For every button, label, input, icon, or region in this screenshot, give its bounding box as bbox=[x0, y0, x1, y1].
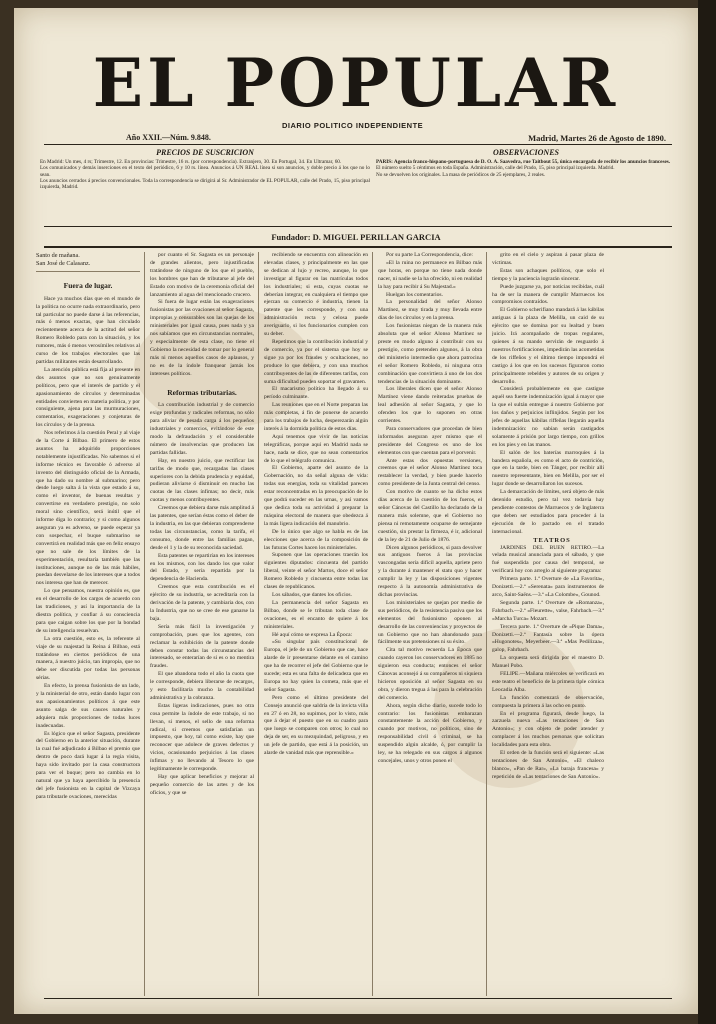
teatros-paragraph: El orden de la función será el siguiente: «Las tentaciones de San Antonio», «El chaleco blanco», «Pan de Rar», «La baraja francesa» y repetición de «Las tentaciones de San Antonio». bbox=[492, 750, 604, 780]
issue-date: Madrid, Martes 26 de Agosto de 1890. bbox=[528, 133, 666, 143]
col2-paragraph: Hay que aplicar beneficios y mejorar al pequeño comercio de las artes y de los oficios, y que se bbox=[150, 774, 254, 796]
col4-paragraph: Con motivo de cuanto se ha dicho estos días acerca de la cuestión de los fueros, el señor Cánovas del Castillo ha declarado de la manera más solemne, que el Gobierno no piensa ni remotamente ocuparse de semejante cuestión, sin prestar la firmeza, é ir, adicional de la ley de 21 de Julio de 1876. bbox=[378, 489, 482, 543]
observations-line-2: El número suelto 5 céntimos en toda España. Administración, calle del Prado, 15, piso principal izquierda. Madrid. bbox=[376, 165, 615, 172]
col2-paragraph: Esta patentes se repartirían en los intereses en los mismos, con los dando los que valor del Estado, y sería repartida por la dependencia de Hacienda. bbox=[150, 552, 254, 583]
teatros-paragraph: En el programa figurará, desde luego, la zarzuela nueva «Las tentaciones de San Antonio»; y con objeto de poder atender y complacer á los muchos personas que solicitan localidades para esta obra. bbox=[492, 710, 604, 749]
newspaper-page bbox=[14, 8, 698, 1014]
column-4 bbox=[378, 252, 482, 994]
article-heading-reformas: Reformas tributarias. bbox=[167, 387, 237, 397]
col4-paragraph: Dicen algunos periódicos, si para devolver sus antiguos fueros á las provincias vascongadas sería difícil aquella, apriete pero y la durante á mantener el statu quo y hacer cumplir la ley y las disposiciones vigentes respecto á la autonomía administrativa de dichas provincias. bbox=[378, 544, 482, 598]
col3-paragraph: Aquí tenemos que vivir de las noticias telegráficas, porque aquí en Madrid nada se hace, nada se dice, que no sean comentarios de lo que el telégrafo comunica. bbox=[264, 433, 368, 464]
col3-paragraph: Los sábados, que dantes los oficios. bbox=[272, 591, 353, 598]
col4-paragraph: Cita tal motivo recuerda La Época que cuando cayeron los conservadores en 1885 no siguieron esa conducta; entonces el señor Cánovas aconsejó á su compañeros ni siquiera hicieron oposición al señor Sagasta en su obra, y dieron tregua á las para la celebración del comercio. bbox=[378, 647, 482, 701]
col4-paragraph: Los fusionistas niegan de la manera más absoluta que el señor Alonso Martínez se preste en modo alguno á contribuir con su prestigio, como pretenden algunos, á la obra del ministerio intermedio que ahora patrocina el señor Romero Robledo, ni ninguna otra combinación que convirtiera á uno de los dos tendencias de la situación dominante. bbox=[378, 323, 482, 385]
observations-line-1: PARIS: Agencia franco-hispano-portuguesa de D. O. A. Saavedra, rue Taitbout 55, única encargada de recibir los anuncios franceses. bbox=[376, 159, 671, 165]
col1-paragraph: Hace ya muchos días que en el mundo de la política no ocurre nada extraordinario, pero tal particular no puede darse á las referencias, más ó menos exactas, que han circulado recientemente acerca de la actitud del señor Romero Robledo para con la situación, y los rumores, más ó menos verosímiles relativos al curso de los trabajos electorales que las partidas militantes están desarrollando. bbox=[36, 295, 140, 365]
col1-paragraph: La otra cuestión, esto es, la referente al viaje de su majestad la Reina á Bilbao, está tratándose en ciertos periódicos de una manera, á nuestro juicio, tan impropia, que no debe ser discutida por todas las personas sérias. bbox=[36, 635, 140, 682]
teatros-heading: TEATROS bbox=[533, 536, 571, 544]
col4-paragraph: Los liberales dicen que el señor Alonso Martínez viene dando reiteradas pruebas de leal adhesión al señor Sagasta, y que lo ofenden los que lo suponen en otras corrientes. bbox=[378, 386, 482, 425]
col4-paragraph: Para conservadores que procedan de bien informados aseguran ayer mismo que el presidente del Congreso es uno de los elementos con que cuentan para el porvenir. bbox=[378, 425, 482, 456]
saint-notice bbox=[36, 252, 140, 272]
col4-paragraph: Huelgan los comentarios. bbox=[386, 291, 444, 298]
col2-paragraph: Si fuera de lugar están las exageraciones fusionistas por las ovaciones al señor Sagasta, impropias y censurables son las quejas de los ministeriales por igual causa, pues nada y ya nos sabíamos que en circunstancias normales, y especialmente de esta clase, no tiene el Gobierno la necesidad de tomar por lo general más ni menos aquellos casos de aplausos, y no es de la índole franquear jamás los intereses políticos. bbox=[150, 299, 254, 377]
founder-line: Fundador: D. MIGUEL PERILLAN GARCIA bbox=[271, 232, 441, 242]
observations-title: OBSERVACIONES bbox=[493, 148, 559, 157]
col2-paragraph: Creemos que debiera darse más amplitud á las patentes, que serían éstas como el deber de la industria, en las que debieran comprenderse todas las circunstancias, como la tarifa, el consumo, donde entre las familias pagan, desde el 1 y la de su reconocida saciedad. bbox=[150, 505, 254, 551]
masthead-title: EL POPULAR bbox=[92, 44, 620, 122]
col5-paragraph: El Gobierno scherifiano mandará á las kábilas antiguas á la plaza de Melilla, un caid de su ejército que se domina por su lealtad y buen juicio. Irá acompañado de tropas regulares, quienes á su mando servirán de resguardo á nuestros fortificaciones, impedirán las acometidas de los riffeños y el último tiempo impondrá el castigo á los que en los sucesos figuraron como principalmente rebeldes y autores de su origen y desarrollo. bbox=[492, 307, 604, 385]
col4-paragraph: Los ministeriales se quejan por medio de sus periódicos, de la resistencia pasiva que los elementos del fusionismo oponen al desarrollo de las conveniencias y proyectos de un Gobierno que no han abandonado para fácilmente sus pretensiones ni su éxito. bbox=[378, 599, 482, 646]
column-3 bbox=[264, 252, 368, 994]
col4-paragraph: «El la ruina no permanece en Bilbao más que horas, en porque no tiene nada donde nacer, ni nadie se la ha ofrecido, ni en realidad la hay para recibir á Su Majestad.» bbox=[378, 259, 482, 290]
article-heading-fuera-de-lugar: Fuera de lugar. bbox=[63, 280, 113, 290]
teatros-paragraph: Tercera parte. 1.ª Overture de «Pique Dama», Donizetti.—2.ª Fantasía sobre la ópera «Hugonotes», Meyerbeer.—3.ª «Mas Pedilizaa», galop, Fahrbach. bbox=[492, 623, 604, 654]
subscription-title: PRECIOS DE SUSCRICION bbox=[156, 148, 254, 157]
col1-paragraph: En efecto, la prensa fusionista de un lado, y la ministerial de otro, están dando lugar con sus apasionamientos políticos á que este asunto salga de sus cauces naturales y adquiera más proporciones de todas luces inadecuadas. bbox=[36, 683, 140, 729]
col3-paragraph: recibiendo se encuentra con alineación en elevadas clases, y principalmente en las que se dedican al lujo y recreo, aunque, lo que investigar al figurar en las matrículas todos los industriales; si esta, cuyas cuotas se deberían integrar, en cualquiera el tiempo que ejerzan su comercio é industria, tienen la patente que les corresponde, y con una administración recta y celosa puede averiguarlo, si los funcionarios cumplen con su deber. bbox=[264, 252, 368, 338]
col5-paragraph: Puede juzgarse ya, por noticias recibidas, cuál ha de ser la manera de cumplir Marruecos los compromisos contraídos. bbox=[492, 283, 604, 306]
col1-paragraph: Es lógico que el señor Sagasta, presidente del Gobierno en la anterior situación, durante la cual fué adjudicado á Bilbao el premio que dentro de poco dará lugar á la regia visita, haya sido invitado por la casa constructora para ver el buque; pero no cambia en lo natural que ya haya apercibido la presencia del jefe fusionista en la capital de Vizcaya para tributarle ovaciones, merecidas bbox=[36, 730, 140, 800]
subscription-line-3: Los anuncios cerrados á precios convencionales. Toda la correspondencia se dirigirá al Sr. Administrador de EL POPULAR, calle del Prado, 15, piso principal izquierda, Madrid. bbox=[40, 177, 370, 191]
observations-line-3: No se devuelven los originales. La masa de periódicos de 25 ejemplares, 2 reales. bbox=[376, 171, 546, 178]
col2-paragraph: La contribución industrial y de comercio exige profundas y radicales reformas, no sólo para aliviar de pesada carga á los pequeños industriales y comercios, evitándose de este modo la defraudación y el considerable número de insolvencias que producen las partidas fallidas. bbox=[150, 402, 254, 456]
issue-number: Año XXII.—Núm. 9.848. bbox=[126, 133, 211, 142]
col3-paragraph: Suponen que las operaciones traerán los siguientes diputados: cincuenta del partido liberal, veinte el señor Martos, doce el señor Romero Robledo y cincuenta entre todas las clases de republicanos. bbox=[264, 552, 368, 591]
col2-paragraph: Creemos que esta contribución es el ejército de su industria, se acreditaría con la derivación de la patente, y cambiaria dos, con la Industria, que no se cree de ese ganarse la baja. bbox=[150, 584, 254, 622]
col3-paragraph: «Su singular país constitucional de Europa, el jefe de un Gobierno que cae, hace alarde de ir presentarse delante en el camino que ha de recorrer el jefe del Gobierno que le sucede; esta es una falta de delicadeza que en Europa no hay quien la cometa, más que el señor Sagasta. bbox=[264, 639, 368, 693]
masthead-subtitle: DIARIO POLITICO INDEPENDIENTE bbox=[282, 121, 424, 130]
subscription-line-1: En Madrid: Un mes, 4 rs; Trimestre, 12. En provincias: Trimestre, 16 rs. (por correspondencia). Extranjero, 30. En Portugal, 34. En Ultramar, 60. bbox=[40, 159, 342, 165]
teatros-paragraph: JARDINES DEL BUEN RETIRO.—La velada musical anunciada para el sábado, y que fué suspendida por causa del temporal, se verificará hoy con arreglo al siguiente programa: bbox=[492, 544, 604, 575]
founder-rule-top bbox=[44, 226, 672, 227]
column-1 bbox=[36, 252, 140, 994]
col4-paragraph: Por su parte La Correspondencia, dice: bbox=[386, 252, 473, 258]
col3-paragraph: Las reuniones que en el Norte preparan las más completas, á fin de ponerse de acuerdo para los trabajos de lucha, desperezarán algún interés á la dormida política de estos días. bbox=[264, 402, 368, 432]
col4-paragraph: Ahora, según dicho diario, sucede todo lo contrario: los fusionistas embarazan constantemente la acción del Gobierno, y cuando por motivos, no políticos, sino de responsabilidad civil ó criminal, se ha suspendido algún alcalde, ó, por cumplir la ley, se ha relegado en sus cargos á algunos concejales, unos y otros ponen el bbox=[378, 702, 482, 764]
col3-paragraph: Hé aquí cómo se expresa La Época: bbox=[272, 631, 353, 638]
teatros-paragraph: La función comenzará de observación, compuesta la primera á las ocho en punto. bbox=[492, 694, 604, 709]
saint-title: Santo de mañana. bbox=[36, 252, 80, 259]
col4-paragraph: La personalidad del señor Alonso Martínez, se muy tirada y muy llevada entre días de los círculos y en la prensa. bbox=[378, 299, 482, 322]
teatros-paragraph: Primera parte. 1.ª Overture de «La Favorita», Donizetti.—2.ª «Serenata» para instrumentos de arco, Saint-Saëns.—3.ª «La Colombe», Gounod. bbox=[492, 576, 604, 598]
teatros-paragraph: Segunda parte. 1.ª Overture de «Romanza», Fahrbach.—2.ª «Fleurette», valse, Fahrbach.—3.ª «Marcha Turca» Mozart. bbox=[492, 599, 604, 622]
teatros-paragraph: La orquesta será dirigida por el maestro D. Manuel Pobo. bbox=[492, 655, 604, 670]
col2-paragraph: Hay, en nuestro juicio, que rectificar las tarifas de modo que, recargadas las clases superiores con la debida prudencia y equidad, pudieran aliviarse ó disminuir en mucho las cuotas de las clases ínfimas; no decir, más cuotas y menos contribuyentes. bbox=[150, 457, 254, 504]
column-divider bbox=[258, 252, 259, 996]
column-divider bbox=[144, 252, 145, 996]
col3-paragraph: La permanencia del señor Sagasta en Bilbao, donde se le tributan toda clase de ovaciones, es el encanto de quiere á los ministeriales. bbox=[264, 599, 368, 630]
founder-rule-bottom bbox=[44, 246, 672, 248]
col2-paragraph: El que abandona todo el año la cuota que le corresponde, debiera liberarse de recargos, y esto facilitaría mucho la contabilidad administrativa y la cobranza. bbox=[150, 671, 254, 701]
header-rule bbox=[44, 144, 672, 145]
subscription-line-2: Los comunicados y demás inserciones en el texto del periódico, 6 y 10 rs. línea. Anuncios á UN REAL línea si son anuncios, y doble precio á los que no lo sean. bbox=[40, 165, 370, 178]
col3-paragraph: Repetimos que la contribución industrial y de comercio, ya por el sistema que hoy se sigue ya por los fraudes y ocultaciones, no produce lo que debiera, y con una muchos contribuyentes de las de diferentes tarifas, con suma dificultad pueden soportar el gravamen. bbox=[264, 338, 368, 385]
saint-name: San José de Calasanz. bbox=[36, 259, 91, 267]
col5-paragraph: Estas son achaques políticos, que solo el tiempo y la paciencia lograrán sincerar. bbox=[492, 267, 604, 282]
col5-paragraph: El salón de los baterías marroquíes á la bandera española, es como el acto de contrición, que en la tarde, bien en Tánger, por recibir allí nuestro representante, bien en Melilla, por ser el lugar donde se desarrollaron los sucesos. bbox=[492, 449, 604, 488]
col3-paragraph: El macarismo político ha llegado á su período culminante. bbox=[264, 386, 368, 401]
column-2 bbox=[150, 252, 254, 994]
col3-paragraph: El Gobierno, aparte del asunto de la Gobernación, no da señal alguna de vida: todas sus energías, toda su vitalidad parecen estar reconcentradas en la preocupación de lo que podrá suceder en las urnas, y así vamos que dedica toda su actividad á preparar la máquina electoral de manera que obedezca á la más ligera indicación del manubrio. bbox=[264, 465, 368, 527]
col5-paragraph: Considerá probablemente en que castigue aquél sea fuerte indemnización igual á mayor que la que el sultán entregue á nuestro Gobierno por los daños y perjuicios inflinjidos. Según por los jefes de aquellas kábilas riffeñas llegarán aquella indemnización: no sabían serán castigados solamente á prisión por largo tiempo, con grillos en los pies y en las manos. bbox=[492, 386, 604, 448]
column-divider bbox=[486, 252, 487, 996]
col1-paragraph: Nos referimos á la cuestión Peral y al viaje de la Corte á Bilbao. El primero de estos asuntos ha adquirido proporciones notablemente injustificadas. No sabemos si el informe técnico es favorable ó adverso al invento del distinguido oficial de la Armada, que ha dado su nombre al submarino; pero desde luego salta á la vista que estado á su, como el inventor, de buenas resultas y convertirse en verdadero prestigio, no solo moral sino científico, será inútil que el informe diga lo contrario; y si como algunos aseguran ya es adverso, se puede esperar ya con sospechar, el buque submarino se convertirá en realidad más que en feliz ensayo que no sale de los límites de la experimentación, resultaría también que las instituciones, aunque no de las más hábiles, puedan desvelarse de los intereses que a todos nos interesa que han de merecer. bbox=[36, 430, 140, 587]
col4-paragraph: Ante estas dos opuestas versiones, creemos que el señor Alonso Martínez toca restablecer la verdad, y bien puede hacerlo como presidente de la Junta central del censo. bbox=[378, 457, 482, 488]
column-5 bbox=[492, 252, 604, 994]
col5-paragraph: La demarcación de límites, será objeto de más detenido estudio, pero tal vez todavía hay pendiente contestos de Marruecos y de Inglaterra que deben ser estudiados para proceder á la ejecución de lo pactado en el tratado internacional. bbox=[492, 489, 604, 535]
col1-paragraph: Lo que pensamos, nuestra opinión es, que en el desarrollo de los cargos de acuerdo con las tradiciones, y así la importancia de la diestra política, y confiar á su consciencia para que caigan sobre los que por la bondad de su inteligencia resuelvan. bbox=[36, 588, 140, 634]
observations-box bbox=[376, 148, 676, 178]
col2-paragraph: Estas ligeras indicaciones, pues no otra cosa permite la índole de este trabajo, si no llevan, si menos, el sello de una reforma radical, sí creemos que satisfarían un impuesto, que hoy, tal como existe, hay que reconocer que adolece de graves defectos y vicios, ocasionando perjuicios á las clases ínfimas y no llevando al Tesoro lo que legítimamente le corresponde. bbox=[150, 702, 254, 773]
col3-paragraph: De lo único que algo se habla es de las elecciones que acerca de la composición de las futuras Cortes hacen los ministeriales. bbox=[264, 528, 368, 551]
footer-rule bbox=[44, 998, 672, 999]
col1-paragraph: La atención pública está fija al presente en dos asuntos que no son genuinamente políticos, pero que el interés de partido y el apasionamiento de círculos y determinadas entidades convierten en materia política, y por consiguiente, ajena para las murmuraciones, comentarios, exageraciones y conjeturas de los círculos y de la prensa. bbox=[36, 366, 140, 429]
column-divider bbox=[372, 252, 373, 996]
scan-edge bbox=[698, 0, 716, 1024]
col2-paragraph: Sería más fácil la investigación y comprobación, pues que los agentes, con reclamar la exhibición de la patente donde deben constar todas las circunstancias del interesado, se enterarían de si es o no mentira fraudes. bbox=[150, 623, 254, 670]
col5-paragraph: grito en el cielo y aspiran á pasar plaza de víctimas. bbox=[492, 252, 604, 266]
subscription-box bbox=[40, 148, 370, 190]
col2-paragraph: por cuanto el Sr. Sagasta es un personaje de grandes alientos, pero injustificadas tratándose de ninguno de los que el pueblo, los hombres que han de tributarse al jefe del Estado con motivo de la ceremonia oficial del lanzamiento al agua del mencionado crucero. bbox=[150, 252, 254, 298]
teatros-paragraph: FELIPE.—Mañana miércoles se verificará en este teatro el beneficio de la primera tiple cómica Leocadia Alba. bbox=[492, 671, 604, 693]
col3-paragraph: Pero como el último presidente del Consejo anunció que saldría de la invicta villa en 27 ó en 28, no supimos, por lo visto, más que á dejar el puesto que en su cuadro para que luego se comparen con otros; lo cual no deja de ser, en su mezquindad, peligroso, y en un jefe de partido, que está á la posición, un alarde de vanidad más que reprensible.» bbox=[264, 694, 368, 757]
